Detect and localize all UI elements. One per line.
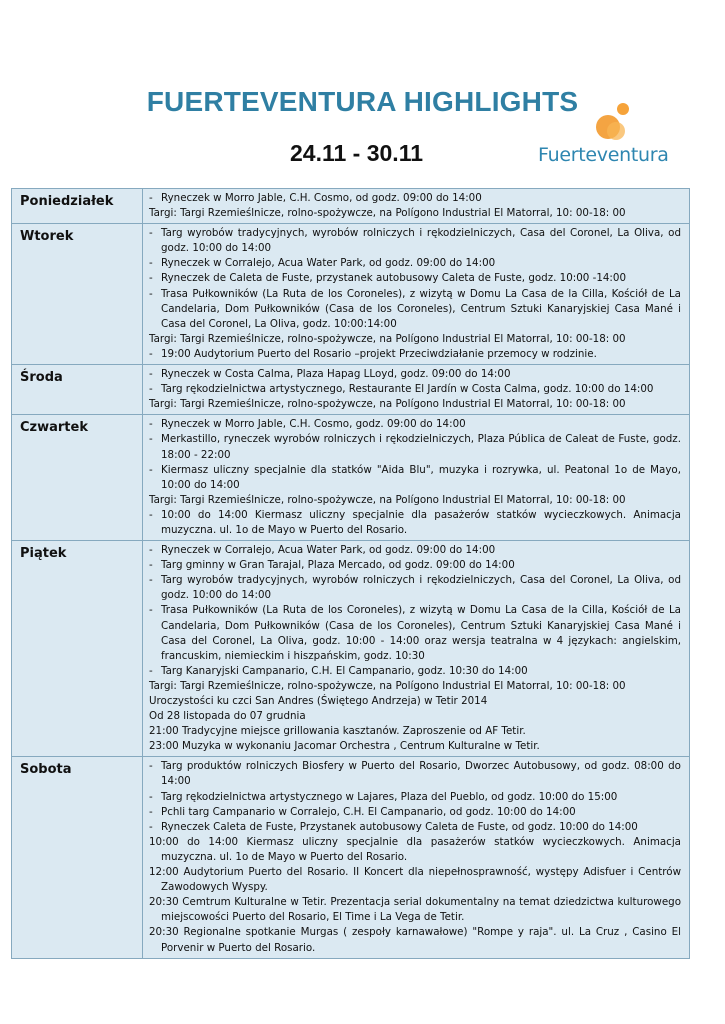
day-name: Sobota [12, 757, 143, 958]
event-item: - Trasa Pułkowników (La Ruta de los Coroneles), z wizytą w Domu La Casa de la Cilla, Kościół de La Candelaria, Dom Pułkowników (Casa de los Coroneles), Centrum Sztuki Kanaryjskiej Casa Mané i Casa del Coronel, La Oliva, godz. 10:00:14:00 [149, 287, 681, 332]
day-events [143, 189, 690, 224]
event-item: - 19:00 Audytorium Puerto del Rosario –projekt Przeciwdziałanie przemocy w rodzinie. [149, 347, 681, 362]
event-item: 12:00 Audytorium Puerto del Rosario. II Koncert dla niepełnosprawność, występy Adisfuer i Centrów Zawodowych Wyspy. [149, 866, 681, 894]
event-item: - Targ produktów rolniczych Biosfery w Puerto del Rosario, Dworzec Autobusowy, od godz. 08:00 do 14:00 [149, 759, 681, 789]
event-item: - Ryneczek w Corralejo, Acua Water Park, od godz. 09:00 do 14:00 [149, 543, 681, 558]
event-list [149, 226, 681, 362]
event-list [149, 759, 681, 955]
fuerteventura-logo [535, 100, 690, 175]
day-events [143, 224, 690, 365]
event-item: Targi: Targi Rzemieślnicze, rolno-spożywcze, na Polígono Industrial El Matorral, 10: 00-18: 00 [149, 493, 626, 506]
event-item: - Targ rękodzielnictwa artystycznego, Restaurante El Jardín w Costa Calma, godz. 10:00 do 14:00 [149, 382, 681, 397]
event-item: - Ryneczek w Costa Calma, Plaza Hapag LLoyd, godz. 09:00 do 14:00 [149, 367, 681, 382]
event-item: 23:00 Muzyka w wykonaniu Jacomar Orchestra , Centrum Kulturalne w Tetir. [149, 740, 540, 753]
event-item: 21:00 Tradycyjne miejsce grillowania kasztanów. Zaproszenie od AF Tetir. [149, 725, 526, 738]
logo-wordmark: Fuerteventura [538, 144, 669, 166]
date-range: 24.11 - 30.11 [290, 140, 424, 166]
event-item: - Merkastillo, ryneczek wyrobów rolniczych i rękodzielniczych, Plaza Pública de Caleat de Fuste, godz. 18:00 - 22:00 [149, 432, 681, 462]
event-item: Uroczystości ku czci San Andres (Świętego Andrzeja) w Tetir 2014 [149, 695, 488, 707]
day-row [12, 541, 690, 757]
day-events [143, 365, 690, 415]
event-item: Od 28 listopada do 07 grudnia [149, 710, 306, 723]
event-item: - Targ gminny w Gran Tarajal, Plaza Mercado, od godz. 09:00 do 14:00 [149, 558, 681, 573]
day-events [143, 757, 690, 958]
day-row [12, 415, 690, 541]
event-item: - Pchli targ Campanario w Corralejo, C.H. El Campanario, od godz. 10:00 do 14:00 [149, 805, 681, 820]
sun-logo-icon [535, 100, 690, 148]
event-item: - Targ wyrobów tradycyjnych, wyrobów rolniczych i rękodzielniczych, Casa del Coronel, La Oliva, od godz. 10:00 do 14:00 [149, 573, 681, 603]
day-name: Czwartek [12, 415, 143, 541]
event-list [149, 543, 681, 754]
sun-small-circle [617, 103, 629, 115]
event-item: 10:00 do 14:00 Kiermasz uliczny specjalnie dla pasażerów statków wycieczkowych. Animacja muzyczna. ul. 1o de Mayo w Puerto del Rosario. [149, 835, 681, 863]
day-name: Poniedziałek [12, 189, 143, 224]
event-item: Targi: Targi Rzemieślnicze, rolno-spożywcze, na Polígono Industrial El Matorral, 10: 00-18: 00 [149, 332, 626, 345]
event-item: 20:30 Regionalne spotkanie Murgas ( zespoły karnawałowe) "Rompe y raja". ul. La Cruz , Casino El Porvenir w Puerto del Rosario. [149, 926, 681, 954]
event-item: - Targ Kanaryjski Campanario, C.H. El Campanario, godz. 10:30 do 14:00 [149, 664, 681, 679]
event-item: - 10:00 do 14:00 Kiermasz uliczny specjalnie dla pasażerów statków wycieczkowych. Animacja muzyczna. ul. 1o de Mayo w Puerto del Rosario. [149, 508, 681, 538]
page-title: FUERTEVENTURA HIGHLIGHTS [146, 86, 579, 117]
day-row [12, 365, 690, 415]
event-item: - Targ rękodzielnictwa artystycznego w Lajares, Plaza del Pueblo, od godz. 10:00 do 15:00 [149, 790, 681, 805]
day-row [12, 224, 690, 365]
day-name: Piątek [12, 541, 143, 757]
day-row [12, 189, 690, 224]
event-list [149, 417, 681, 538]
event-item: Targi: Targi Rzemieślnicze, rolno-spożywcze, na Polígono Industrial El Matorral, 10: 00-18: 00 [149, 679, 626, 692]
day-name: Środa [12, 365, 143, 415]
event-item: 20:30 Cemtrum Kulturalne w Tetir. Prezentacja serial dokumentalny na temat dziedzictwa kulturowego miejscowości Puerto del Rosario, El Time i La Vega de Tetir. [149, 896, 681, 924]
day-row [12, 757, 690, 958]
sun-glow-circle [607, 122, 625, 140]
day-events [143, 415, 690, 541]
event-item: Targi: Targi Rzemieślnicze, rolno-spożywcze, na Polígono Industrial El Matorral, 10: 00-18: 00 [149, 398, 626, 411]
event-list [149, 191, 681, 221]
event-list [149, 367, 681, 412]
event-item: - Kiermasz uliczny specjalnie dla statków "Aida Blu", muzyka i rozrywka, ul. Peatonal 1o de Mayo, 10:00 do 14:00 [149, 463, 681, 493]
day-events [143, 541, 690, 757]
event-item: - Ryneczek Caleta de Fuste, Przystanek autobusowy Caleta de Fuste, od godz. 10:00 do 14:00 [149, 820, 681, 835]
schedule-table [11, 188, 690, 959]
event-item: - Ryneczek w Corralejo, Acua Water Park, od godz. 09:00 do 14:00 [149, 256, 681, 271]
event-item: - Ryneczek w Morro Jable, C.H. Cosmo, od godz. 09:00 do 14:00 [149, 191, 681, 206]
event-item: - Targ wyrobów tradycyjnych, wyrobów rolniczych i rękodzielniczych, Casa del Coronel, La Oliva, od godz. 10:00 do 14:00 [149, 226, 681, 256]
day-name: Wtorek [12, 224, 143, 365]
event-item: - Ryneczek de Caleta de Fuste, przystanek autobusowy Caleta de Fuste, godz. 10:00 -14:00 [149, 271, 681, 286]
event-item: - Trasa Pułkowników (La Ruta de los Coroneles), z wizytą w Domu La Casa de la Cilla, Kościół de La Candelaria, Dom Pułkowników (Casa de los Coroneles), Centrum Sztuki Kanaryjskiej Casa Mané i Casa del Coronel, La Oliva, godz. 10:00 - 14:00 oraz wersja teatralna w 4 językach: angielskim, francuskim, niemieckim i hiszpańskim, godz. 10:30 [149, 603, 681, 663]
event-item: Targi: Targi Rzemieślnicze, rolno-spożywcze, na Polígono Industrial El Matorral, 10: 00-18: 00 [149, 207, 626, 220]
event-item: - Ryneczek w Morro Jable, C.H. Cosmo, godz. 09:00 do 14:00 [149, 417, 681, 432]
